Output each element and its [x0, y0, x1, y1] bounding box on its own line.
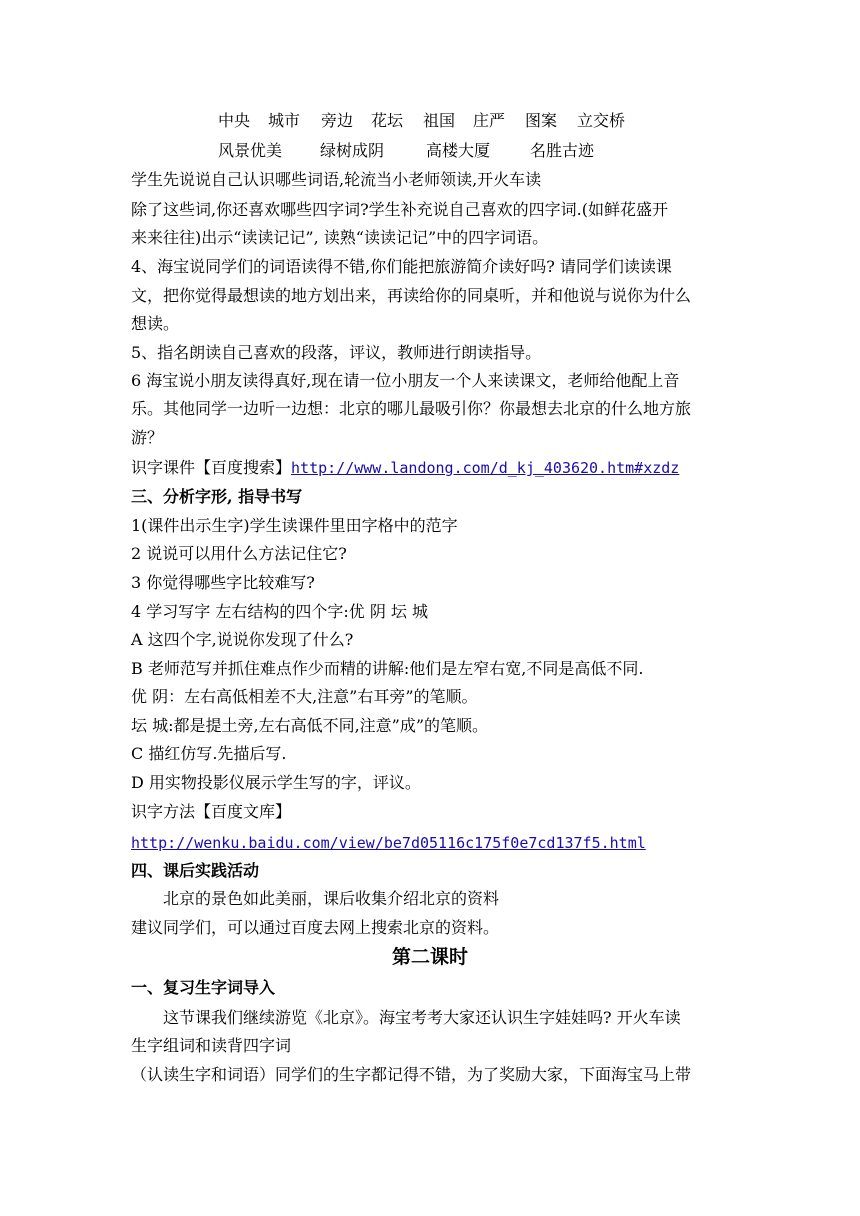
text-line: 除了这些词,你还喜欢哪些四字词?学生补充说自己喜欢的四字词.(如鲜花盛开	[131, 200, 668, 219]
vocab-word: 中央	[218, 111, 251, 130]
wenku-line	[131, 833, 742, 853]
vocab-word: 花坛	[371, 111, 404, 130]
text-line: 北京的景色如此美丽，课后收集介绍北京的资料	[163, 889, 500, 908]
vocab-word: 祖国	[423, 111, 456, 130]
text-line: 4 学习写字 左右结构的四个字:优 阴 坛 城	[131, 602, 429, 621]
text-line: （认读生字和词语）同学们的生字都记得不错，为了奖励大家，下面海宝马上带	[131, 1065, 692, 1084]
text-line: 建议同学们，可以通过百度去网上搜索北京的资料。	[131, 918, 500, 937]
text-line: A 这四个字,说说你发现了什么?	[131, 630, 354, 649]
courseware-label: 识字课件【百度搜索】	[131, 458, 292, 477]
vocab-word: 城市	[268, 111, 301, 130]
vocab-row-2	[218, 141, 742, 161]
section-heading-3: 三、分析字形, 指导书写	[131, 487, 303, 506]
text-line: 想读。	[131, 314, 180, 333]
text-line: 乐。其他同学一边听一边想：北京的哪儿最吸引你？你最想去北京的什么地方旅	[131, 399, 692, 418]
lesson-title: 第二课时	[391, 946, 468, 968]
text-line: B 老师范写并抓住难点作少而精的讲解:他们是左窄右宽,不同是高低不同.	[131, 659, 644, 678]
vocab-word: 庄严	[473, 111, 506, 130]
vocab-word: 图案	[525, 111, 558, 130]
text-line: 识字方法【百度文库】	[131, 802, 292, 821]
text-line: 2 说说可以用什么方法记住它?	[131, 544, 347, 563]
vocab-word: 绿树成阴	[320, 141, 385, 160]
courseware-line	[131, 458, 742, 478]
courseware-link[interactable]: http://www.landong.com/d_kj_403620.htm#xzdz	[291, 459, 680, 477]
text-line: 4、海宝说同学们的词语读得不错,你们能把旅游简介读好吗? 请同学们读读课	[131, 257, 672, 276]
text-line: 文，把你觉得最想读的地方划出来，再读给你的同桌听，并和他说与说你为什么	[131, 286, 692, 305]
vocab-word: 立交桥	[577, 111, 626, 130]
text-line: 游？	[131, 428, 164, 447]
text-line: C 描红仿写.先描后写.	[131, 744, 287, 763]
text-line: 来来往往)出示“读读记记”, 读熟“读读记记”中的四字词语。	[131, 228, 549, 247]
text-line: 6 海宝说小朋友读得真好,现在请一位小朋友一个人来读课文，老师给他配上音	[131, 371, 680, 390]
text-line: 5、指名朗读自己喜欢的段落，评议，教师进行朗读指导。	[131, 343, 542, 362]
text-line: 3 你觉得哪些字比较难写?	[131, 573, 315, 592]
vocab-word: 风景优美	[218, 141, 283, 160]
wenku-link[interactable]: http://wenku.baidu.com/view/be7d05116c175f0e7cd137f5.html	[131, 834, 646, 852]
vocab-word: 名胜古迹	[530, 141, 595, 160]
section-heading-1: 一、复习生字词导入	[131, 978, 276, 997]
text-line: 学生先说说自己认识哪些词语,轮流当小老师领读,开火车读	[131, 170, 542, 189]
text-line: 优 阴：左右高低相差不大,注意”右耳旁”的笔顺。	[131, 687, 478, 706]
text-line: 1(课件出示生字)学生读课件里田字格中的范字	[131, 516, 458, 535]
text-line: D 用实物投影仪展示学生写的字，评议。	[131, 773, 421, 792]
vocab-row-1	[218, 111, 742, 131]
vocab-word: 高楼大厦	[426, 141, 491, 160]
text-line: 生字组词和读背四字词	[131, 1036, 292, 1055]
section-heading-4: 四、课后实践活动	[131, 861, 260, 880]
text-line: 这节课我们继续游览《北京》。海宝考考大家还认识生字娃娃吗? 开火车读	[163, 1008, 681, 1027]
text-line: 坛 城:都是提土旁,左右高低不同,注意”成”的笔顺。	[131, 716, 489, 735]
vocab-word: 旁边	[321, 111, 354, 130]
